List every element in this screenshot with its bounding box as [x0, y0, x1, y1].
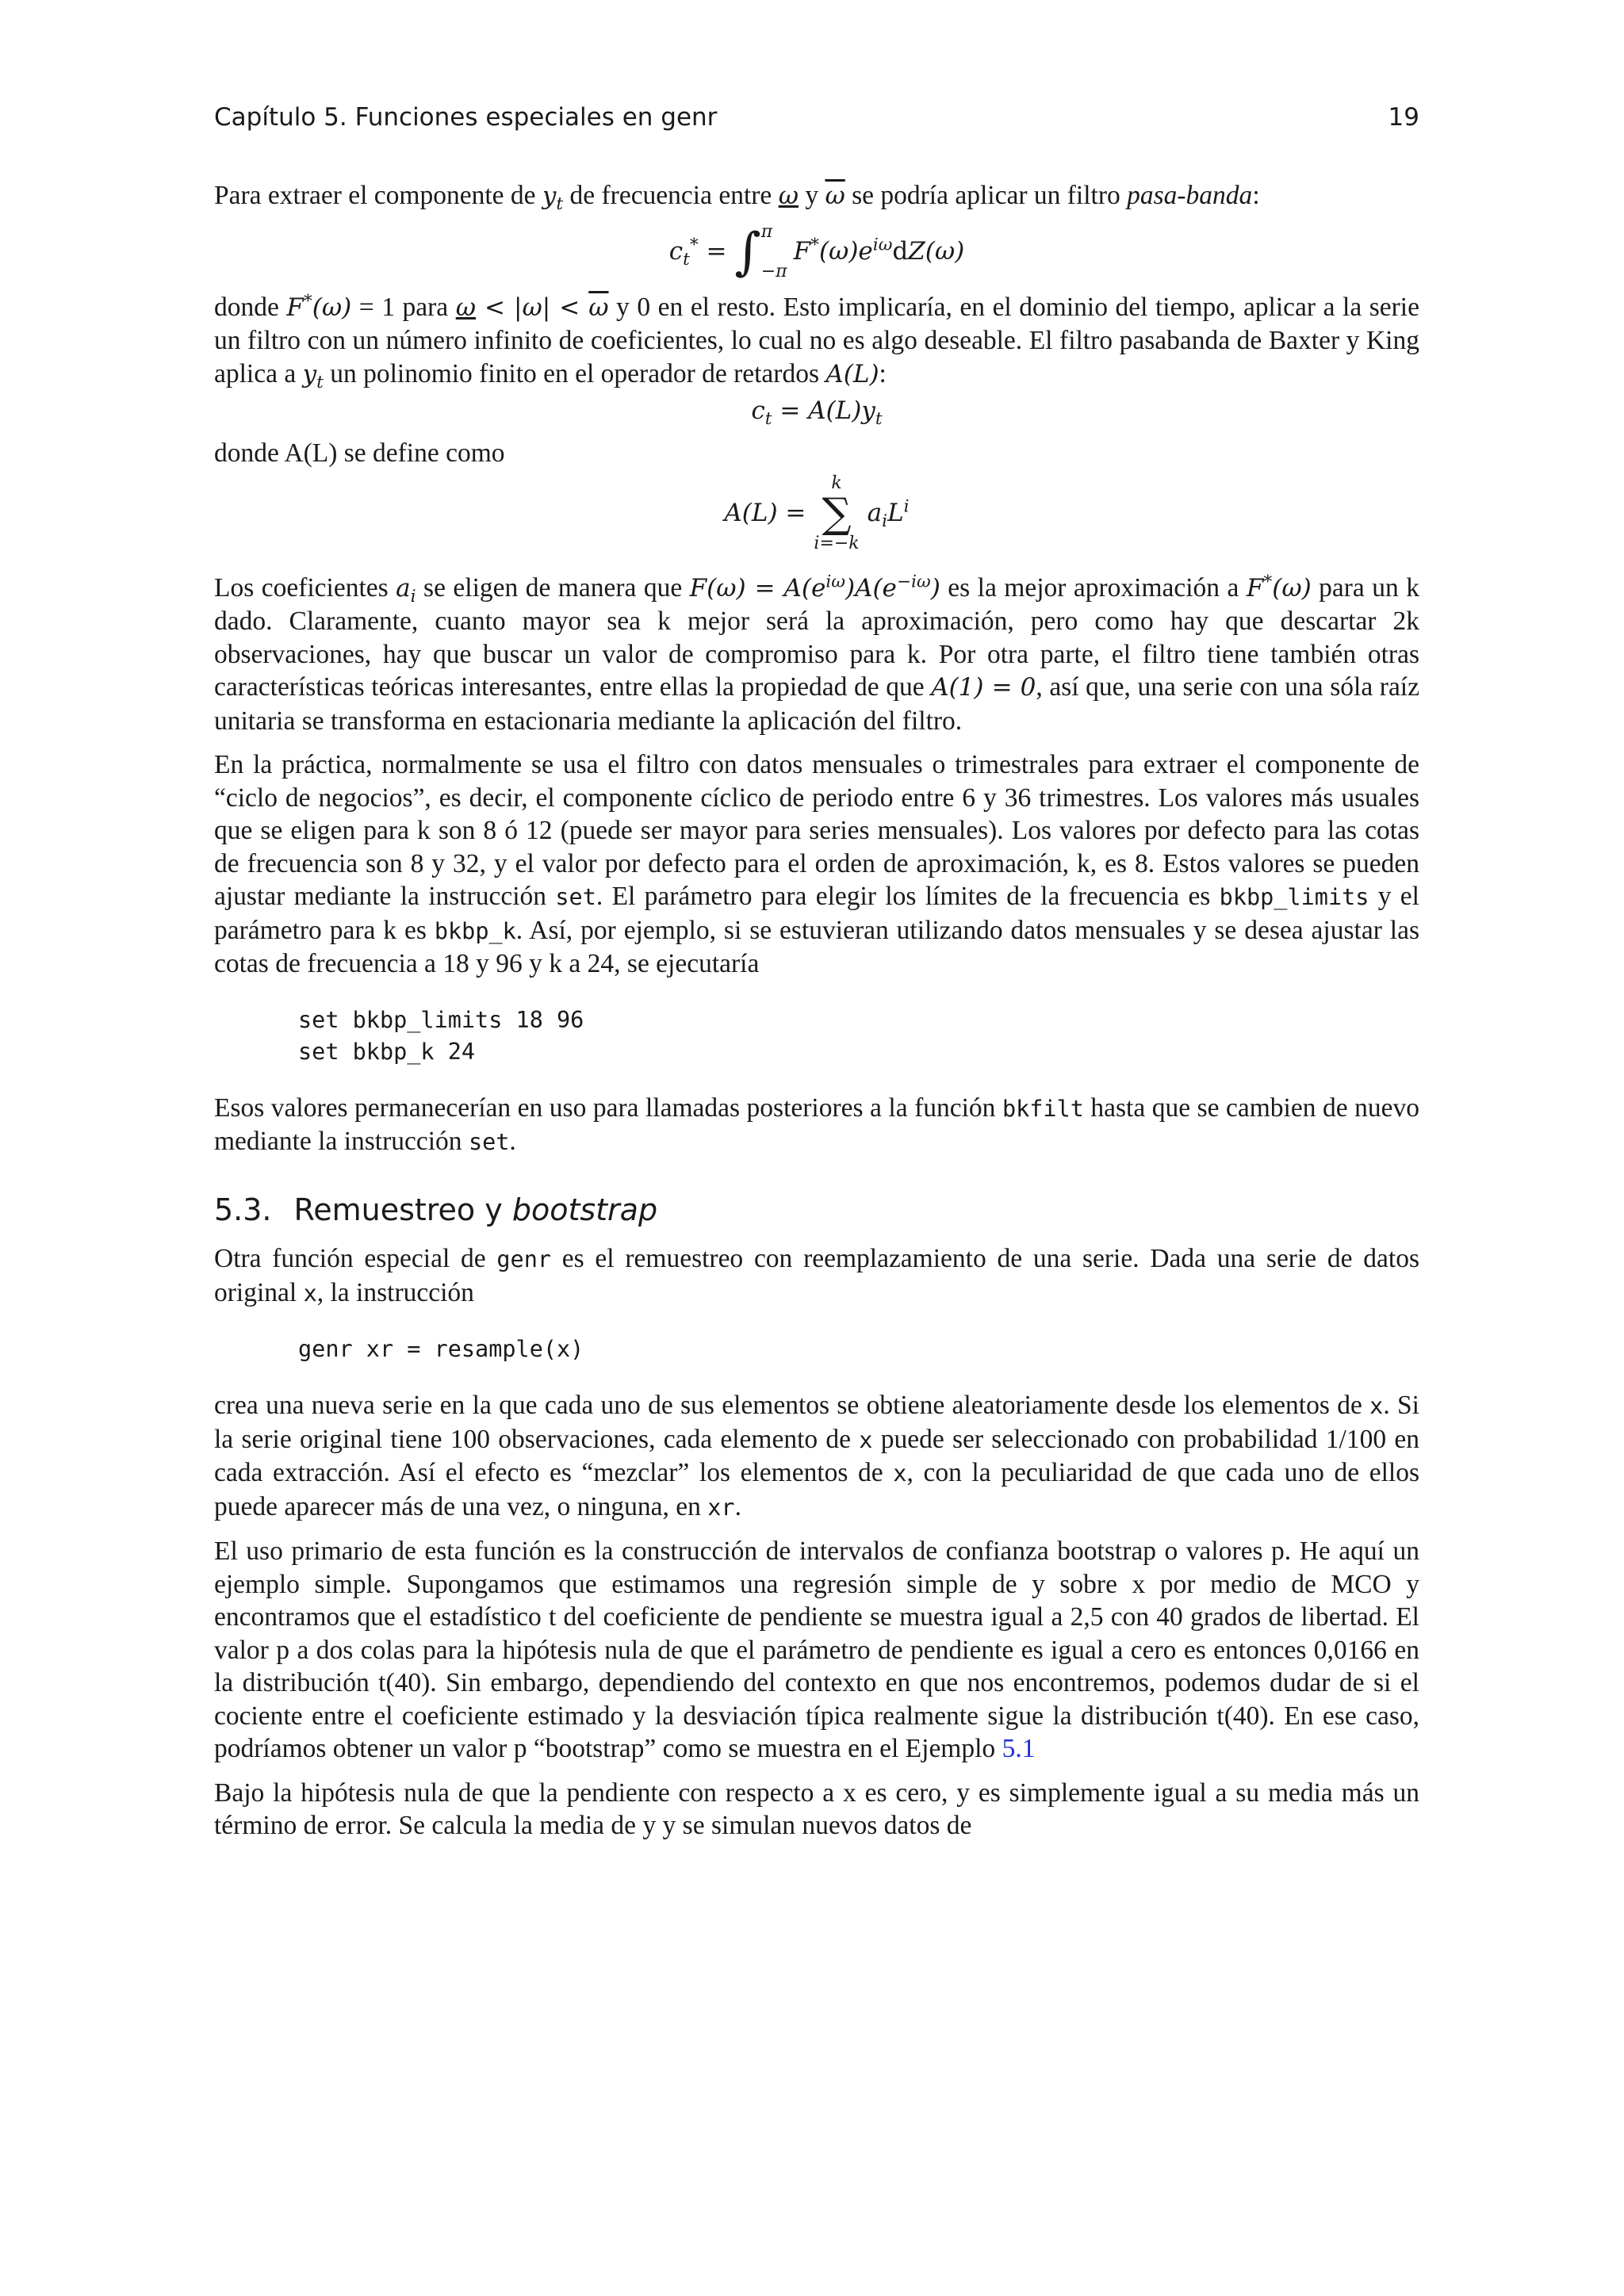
- math-inline: $\omega < |\omega| < \overline{\omega}$: [455, 293, 609, 322]
- paragraph: donde F*(ω) = 1 para $\omega < |\omega| < \overline{\omega}$ y 0 en el resto. Esto implicaría, en el dominio del tiempo, aplicar a la serie un filtro con un número infinito de coeficientes, lo cual no es algo deseable. El filtro pasabanda de Baxter y King aplica a $y_t$ un polinomio finito en el operador de retardos A(L):: [214, 291, 1419, 392]
- math-inline: $y_t$: [542, 182, 564, 215]
- equation: A(L) = k ∑ i=−k $a_iL^i$: [724, 473, 910, 553]
- running-header: [214, 103, 1419, 132]
- paragraph: Otra función especial de genr es el remuestreo con reemplazamiento de una serie. Dada una serie de datos original x, la instrucción: [214, 1244, 1419, 1307]
- paragraph: Los coeficientes $a_i$ se eligen de manera que $F(\omega) = A(e^{i\omega})A(e^{-i\omega})$ es la mejor aproximación a F*(ω) para un k dado. Claramente, cuanto mayor sea k mejor será la aproximación, pero como hay que descartar 2k observaciones, hay que buscar un valor de compromiso para k. Por otra parte, el filtro tiene también otras características teóricas interesantes, entre ellas la propiedad de que A(1) = 0, así que, una serie con una sóla raíz unitaria se transforma en estacionaria mediante la aplicación del filtro.: [214, 572, 1419, 736]
- math-inline: $F(\omega) = A(e^{i\omega})A(e^{-i\omega})$: [689, 572, 940, 603]
- code-block: set bkbp_limits 18 96 set bkbp_k 24: [298, 1006, 584, 1065]
- example-link[interactable]: 5.1: [1002, 1734, 1036, 1763]
- math-inline: A(1) = 0: [931, 673, 1036, 702]
- paragraph: Bajo la hipótesis nula de que la pendiente con respecto a x es cero, y es simplemente igual a su media más un término de error. Se calcula la media de y y se simulan nuevos datos de: [214, 1777, 1419, 1840]
- math-inline: $y_t$: [302, 359, 324, 392]
- math-inline: A(L): [825, 359, 879, 388]
- section-heading: 5.3. Remuestreo y bootstrap: [214, 1192, 658, 1227]
- page-number: 19: [1388, 103, 1419, 132]
- math-inline: F*(ω): [1246, 572, 1312, 603]
- paragraph: donde A(L) se define como: [214, 438, 505, 468]
- paragraph: En la práctica, normalmente se usa el filtro con datos mensuales o trimestrales para extraer el componente de “ciclo de negocios”, es decir, el componente cíclico de periodo entre 6 y 36 trimestres. Los valores más usuales que se eligen para k son 8 ó 12 (puede ser mayor para series mensuales). Los valores por defecto para las cotas de frecuencia son 8 y 32, y el valor por defecto para el orden de aproximación, k, es 8. Estos valores se pueden ajustar mediante la instrucción set. El parámetro para elegir los límites de la frecuencia es bkbp_limits y el parámetro para k es bkbp_k. Así, por ejemplo, si se estuvieran utilizando datos mensuales y se desea ajustar las cotas de frecuencia a 18 y 96 y k a 24, se ejecutaría: [214, 750, 1419, 978]
- math-inline: $\overline{\omega}$: [825, 182, 845, 210]
- equation: $c_t = A(L)y_t$: [751, 396, 883, 430]
- paragraph: El uso primario de esta función es la construcción de intervalos de confianza bootstrap o valores p. He aquí un ejemplo simple. Supongamos que estimamos una regresión simple de y sobre x por medio de MCO y encontramos que el estadístico t del coeficiente de pendiente se muestra igual a 2,5 con 40 grados de libertad. El valor p a dos colas para la hipótesis nula de que el parámetro de pendiente es igual a cero es entonces 0,0166 en la distribución t(40). Sin embargo, dependiendo del contexto en que nos encontremos, podemos dudar de si el cociente entre el coeficiente estimado y la desviación típica realmente sigue la distribución t(40). En ese caso, podríamos obtener un valor p “bootstrap” como se muestra en el Ejemplo 5.1: [214, 1536, 1419, 1763]
- body-text: [214, 179, 1419, 1854]
- chapter-title: Capítulo 5. Funciones especiales en genr: [214, 103, 718, 132]
- equation: $c_t^*$ = ∫ π −π $F^*(\omega)e^{i\omega}$ d Z(ω): [668, 221, 965, 281]
- paragraph: Para extraer el componente de $y_t$ de frecuencia entre ω y $\overline{\omega}$ se podría aplicar un filtro pasa-banda:: [214, 181, 1260, 215]
- math-inline: ω: [778, 182, 799, 210]
- math-inline: $a_i$: [396, 573, 416, 607]
- code-block: genr xr = resample(x): [298, 1336, 584, 1362]
- paragraph: Esos valores permanecerían en uso para llamadas posteriores a la función bkfilt hasta que se cambien de nuevo mediante la instrucción set.: [214, 1093, 1419, 1156]
- math-inline: F*(ω): [286, 291, 352, 322]
- paragraph: crea una nueva serie en la que cada uno de sus elementos se obtiene aleatoriamente desde los elementos de x. Si la serie original tiene 100 observaciones, cada elemento de x puede ser seleccionado con probabilidad 1/100 en cada extracción. Así el efecto es “mezclar” los elementos de x, con la peculiaridad de que cada uno de ellos puede aparecer más de una vez, o ninguna, en xr.: [214, 1391, 1419, 1521]
